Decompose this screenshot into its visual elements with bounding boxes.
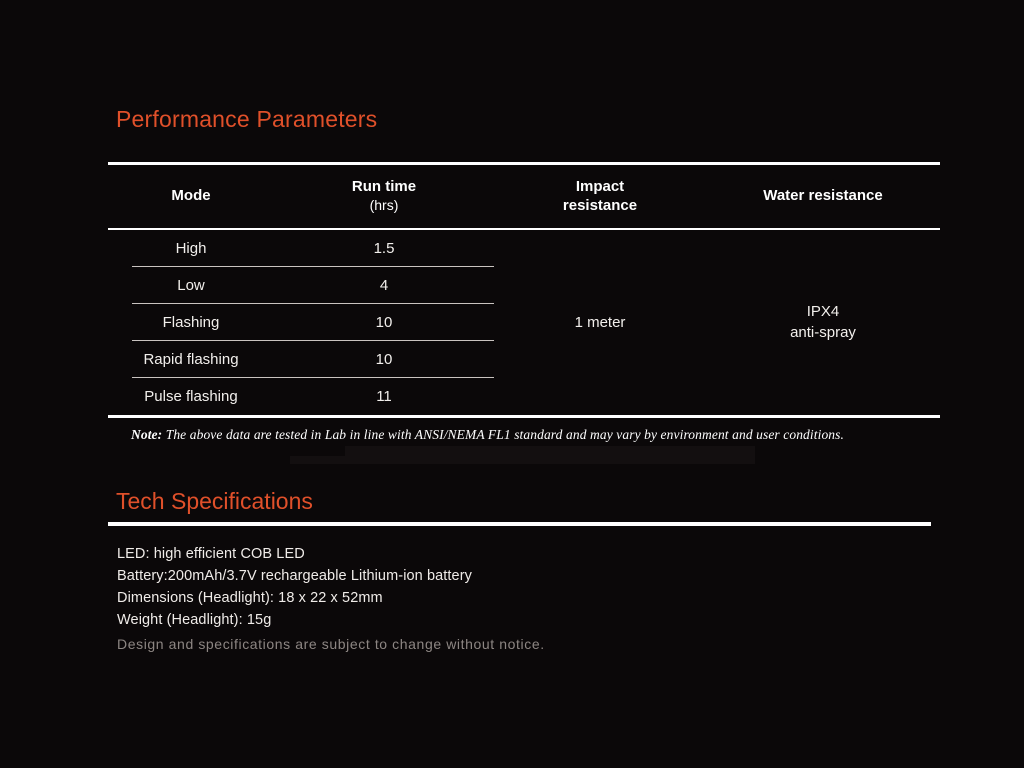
cell-water-resistance-line1: IPX4 <box>806 303 840 321</box>
cell-run-time: 4 <box>379 277 389 294</box>
table-row <box>108 267 494 304</box>
table-row <box>108 378 494 415</box>
background-artifact <box>290 456 755 464</box>
table-row <box>108 230 494 267</box>
performance-parameters-table <box>108 162 940 418</box>
header-mode: Mode <box>171 187 211 205</box>
table-note-text: The above data are tested in Lab in line with ANSI/NEMA FL1 standard and may vary by environment and user conditions. <box>162 427 844 442</box>
cell-mode: Rapid flashing <box>143 351 239 368</box>
table-mode-runtime-columns <box>108 230 494 415</box>
background-artifact <box>345 446 755 456</box>
cell-mode: Flashing <box>162 314 220 331</box>
header-run-time-label: Run time <box>351 178 417 196</box>
header-water-resistance: Water resistance <box>763 187 883 205</box>
tech-specifications-list <box>117 544 817 655</box>
tech-spec-line: Battery:200mAh/3.7V rechargeable Lithium-ion battery <box>117 568 473 584</box>
performance-parameters-title: Performance Parameters <box>116 106 378 132</box>
table-header-row <box>108 165 940 228</box>
table-bottom-rule <box>108 415 940 418</box>
header-impact-resistance <box>494 178 706 216</box>
cell-impact-resistance: 1 meter <box>574 314 626 331</box>
table-note <box>131 427 844 443</box>
cell-run-time: 11 <box>376 388 392 405</box>
tech-spec-line: Weight (Headlight): 15g <box>117 612 272 628</box>
cell-mode: High <box>175 240 207 257</box>
header-impact-resistance-line1: Impact <box>575 177 625 195</box>
tech-specifications-title: Tech Specifications <box>116 488 313 514</box>
tech-spec-line: Dimensions (Headlight): 18 x 22 x 52mm <box>117 590 383 606</box>
table-row <box>108 341 494 378</box>
cell-run-time: 10 <box>375 314 393 331</box>
cell-water-resistance-line2: anti-spray <box>790 323 856 341</box>
cell-water-resistance <box>706 230 940 415</box>
tech-specifications-rule <box>108 522 931 526</box>
cell-mode: Pulse flashing <box>144 388 238 405</box>
table-note-label: Note: <box>131 427 163 442</box>
header-impact-resistance-line2: resistance <box>562 196 638 214</box>
tech-spec-disclaimer: Design and specifications are subject to change without notice. <box>117 636 545 652</box>
header-run-time-unit: (hrs) <box>369 197 399 214</box>
cell-run-time: 10 <box>375 351 393 368</box>
header-run-time <box>274 178 494 214</box>
tech-spec-line: LED: high efficient COB LED <box>117 546 305 562</box>
table-row <box>108 304 494 341</box>
table-body <box>108 230 940 415</box>
cell-mode: Low <box>177 277 205 294</box>
cell-run-time: 1.5 <box>373 240 395 257</box>
